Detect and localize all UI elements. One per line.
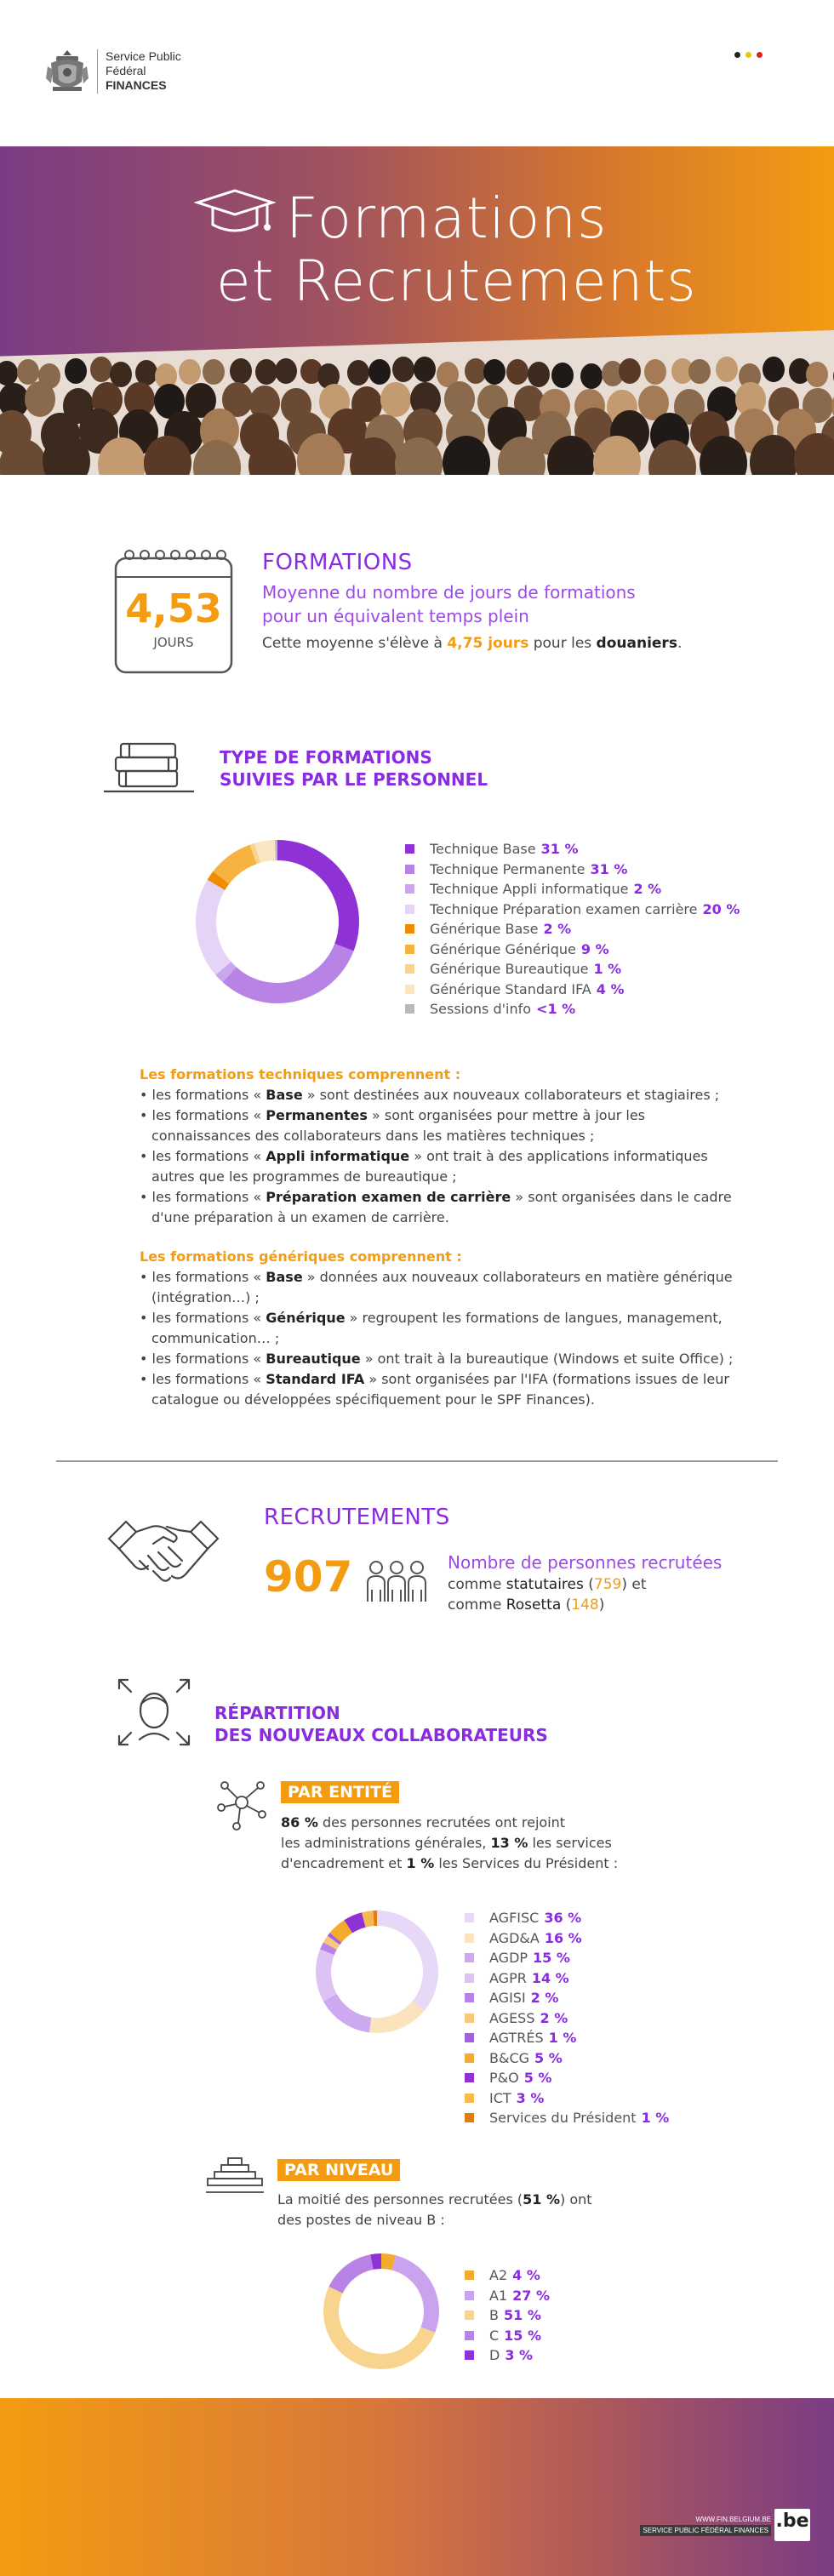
types-legend-generique-bureautique (405, 959, 740, 980)
handshake-icon (106, 1510, 221, 1603)
graduation-cap-icon (194, 187, 276, 243)
niveau-desc-line-1 (277, 2190, 592, 2210)
audience-head (347, 360, 369, 386)
legend-swatch (465, 2331, 474, 2340)
audience-head (483, 359, 506, 385)
niveau-legend-a1 (465, 2286, 550, 2306)
technical-intro: Les formations techniques comprennent : (140, 1066, 461, 1082)
generic-item-text: » regroupent les formations de langues, management, communication… ; (151, 1310, 723, 1346)
belgian-flag-dots (734, 52, 763, 58)
technical-item (140, 1105, 745, 1146)
footer-links (630, 2514, 771, 2536)
generic-item-text: les formations « (151, 1351, 266, 1367)
types-slice-technique-base (277, 840, 359, 951)
par-entite-tag: PAR ENTITÉ (281, 1781, 399, 1803)
audience-head (644, 359, 666, 385)
bullet-icon: • (140, 1148, 152, 1164)
audience-head (580, 363, 603, 389)
niveau-legend (465, 2265, 550, 2366)
formations-section (0, 536, 834, 689)
technical-list (140, 1085, 745, 1228)
footer-band (0, 2398, 834, 2576)
audience-head (203, 359, 225, 385)
audience-head (506, 359, 528, 385)
entite-legend-agtres (465, 2028, 669, 2048)
generic-item-text: les formations « (151, 1371, 266, 1387)
generic-list (140, 1267, 745, 1410)
entite-text-3: les services (528, 1835, 612, 1851)
header (0, 0, 834, 146)
types-legend-generique-base (405, 919, 740, 940)
bullet-icon: • (140, 1351, 152, 1367)
legend-swatch (465, 2053, 474, 2063)
audience-head (65, 358, 87, 384)
org-name (106, 49, 181, 93)
legend-label: B&CG (489, 2049, 530, 2066)
legend-swatch (465, 2350, 474, 2360)
types-legend-technique-base (405, 839, 740, 860)
generic-item (140, 1308, 745, 1349)
entite-text-4: d'encadrement et (281, 1855, 407, 1871)
audience-head (0, 439, 47, 475)
audience-head (179, 359, 201, 385)
legend-value: 51 % (503, 2307, 541, 2324)
legend-value: 2 % (543, 921, 572, 938)
statutaires-close: ) et (621, 1576, 647, 1593)
technical-item-text: » sont organisées dans le cadre d'une préparation à un examen de carrière. (151, 1189, 732, 1225)
legend-label: Technique Permanente (430, 860, 586, 877)
audience-head (25, 381, 55, 416)
types-slice-technique-preparation-examen-carriere (196, 880, 231, 975)
be-logo-text: .be (775, 2510, 809, 2532)
legend-swatch (405, 945, 414, 954)
recruits-description (448, 1551, 722, 1615)
header-divider (97, 49, 98, 94)
types-legend-technique-appli-informatique (405, 879, 740, 900)
legend-label: Générique Générique (430, 940, 576, 957)
repartition-heading (214, 1702, 548, 1746)
entite-desc-line-3 (281, 1853, 618, 1874)
audience-head (688, 359, 711, 385)
legend-swatch (465, 2270, 474, 2280)
legend-label: AGISI (489, 1990, 526, 2007)
legend-label: Générique Standard IFA (430, 980, 591, 997)
recruits-statutaires (448, 1574, 722, 1595)
legend-label: AGTRÉS (489, 2030, 544, 2047)
repartition-heading-line-2: DES NOUVEAUX COLLABORATEURS (214, 1725, 548, 1745)
legend-swatch (405, 924, 414, 934)
niveau-description (277, 2190, 592, 2230)
technical-item-keyword: Appli informatique (266, 1148, 410, 1164)
entite-pct-3: 1 % (406, 1855, 435, 1871)
audience-head (619, 358, 641, 384)
legend-swatch (465, 2310, 474, 2320)
calendar-value: 4,53 (125, 585, 222, 631)
calendar-unit: JOURS (153, 635, 194, 650)
audience-head (551, 363, 574, 388)
rosetta-value: 148 (571, 1596, 599, 1614)
entite-donut-chart (313, 1908, 441, 2036)
entite-text-2: les administrations générales, (281, 1835, 491, 1851)
legend-label: Générique Bureautique (430, 961, 589, 978)
legend-swatch (465, 2093, 474, 2103)
books-icon (100, 739, 197, 800)
technical-item-keyword: Préparation examen de carrière (266, 1189, 511, 1205)
niveau-slice-c (328, 2254, 373, 2293)
legend-value: 14 % (531, 1969, 569, 1986)
legend-swatch (465, 2013, 474, 2023)
types-legend-generique-standard-ifa (405, 980, 740, 1000)
audience-head (368, 359, 391, 385)
types-slice-technique-permanente (223, 944, 354, 1003)
legend-value: 5 % (534, 2049, 563, 2066)
legend-value: 27 % (512, 2287, 550, 2304)
niveau-text-2: ) ont (560, 2191, 592, 2208)
generic-item-keyword: Base (266, 1269, 303, 1285)
legend-value: 36 % (544, 1910, 582, 1927)
audience-head (528, 362, 550, 387)
bullet-icon: • (140, 1371, 152, 1387)
niveau-legend-b (465, 2305, 550, 2326)
training-descriptions (140, 1065, 745, 1410)
entite-legend-agfisc (465, 1908, 669, 1928)
technical-item (140, 1085, 745, 1105)
technical-item-text: » ont trait à des applications informatiques autres que les programmes de bureautique ; (151, 1148, 708, 1185)
legend-swatch (465, 1953, 474, 1962)
rosetta-label: Rosetta (506, 1596, 562, 1614)
niveau-pct: 51 % (523, 2191, 561, 2208)
legend-label: Sessions d'info (430, 1001, 532, 1018)
org-line-1: Service Public (106, 49, 181, 63)
generic-item-keyword: Générique (266, 1310, 346, 1326)
entite-legend (465, 1908, 669, 2128)
entite-pct-1: 86 % (281, 1814, 318, 1831)
legend-value: 15 % (533, 1950, 570, 1967)
entite-slice-agdp (323, 1994, 371, 2032)
note-end: . (677, 635, 683, 652)
org-line-2: Fédéral (106, 64, 146, 77)
technical-item-keyword: Permanentes (266, 1107, 368, 1123)
note-pre: Cette moyenne s'élève à (262, 635, 448, 652)
legend-value: 1 % (593, 961, 622, 978)
belgian-coat-of-arms-logo (44, 48, 90, 95)
audience-head (806, 362, 828, 387)
entite-pct-2: 13 % (490, 1835, 528, 1851)
generic-item-text: les formations « (151, 1310, 266, 1326)
statutaires-value: 759 (593, 1576, 622, 1593)
formations-subtitle (262, 580, 636, 628)
audience-head (414, 357, 436, 382)
flag-dot-black (734, 52, 740, 58)
entite-desc-line-1 (281, 1813, 618, 1833)
technical-item-text: » sont organisées pour mettre à jour les connaissances des collaborateurs dans les matières techniques ; (151, 1107, 645, 1144)
audience-head (275, 358, 297, 384)
legend-label: D (489, 2347, 500, 2364)
generic-item (140, 1369, 745, 1410)
entite-legend-services-du-president (465, 2108, 669, 2128)
niveau-donut-chart (322, 2252, 441, 2371)
generic-item-keyword: Bureautique (266, 1351, 361, 1367)
section-divider (56, 1460, 778, 1462)
legend-label: AGFISC (489, 1910, 540, 1927)
audience-head (380, 382, 411, 417)
legend-value: 9 % (580, 940, 609, 957)
legend-value: 2 % (540, 2009, 568, 2026)
audience-head (763, 357, 785, 382)
legend-swatch (405, 1004, 414, 1014)
formations-subtitle-line-1: Moyenne du nombre de jours de formations (262, 582, 636, 603)
niveau-legend-a2 (465, 2265, 550, 2286)
repartition-heading-line-1: RÉPARTITION (214, 1703, 340, 1723)
entite-legend-agpr (465, 1968, 669, 1989)
types-legend (405, 839, 740, 1020)
legend-swatch (405, 844, 414, 854)
legend-value: 4 % (512, 2267, 540, 2284)
legend-label: AGPR (489, 1969, 527, 1986)
generic-item (140, 1267, 745, 1308)
legend-label: Générique Base (430, 921, 539, 938)
niveau-legend-d (465, 2345, 550, 2366)
org-line-3: FINANCES (106, 78, 167, 92)
flag-dot-red (757, 52, 763, 58)
statutaires-pre: comme (448, 1576, 506, 1593)
recrutements-heading: RECRUTEMENTS (264, 1505, 450, 1530)
bullet-icon: • (140, 1107, 152, 1123)
note-who: douaniers (596, 635, 677, 652)
note-value: 4,75 jours (447, 635, 529, 652)
entite-legend-agess (465, 2008, 669, 2029)
entite-legend-agdp (465, 1948, 669, 1968)
par-niveau-tag: PAR NIVEAU (277, 2159, 400, 2181)
statutaires-open: ( (583, 1576, 594, 1593)
legend-swatch (405, 905, 414, 914)
legend-label: Technique Préparation examen carrière (430, 900, 698, 917)
entite-slice-agpr (316, 1949, 337, 2001)
legend-value: 31 % (590, 860, 628, 877)
legend-swatch (465, 1913, 474, 1922)
recruits-desc-line-1: Nombre de personnes recrutées (448, 1552, 723, 1573)
footer-org: SERVICE PUBLIC FÉDÉRAL FINANCES (640, 2525, 771, 2536)
entite-desc-line-2 (281, 1833, 618, 1853)
types-heading (220, 746, 488, 791)
legend-label: ICT (489, 2089, 511, 2106)
types-legend-technique-preparation-examen-carriere (405, 900, 740, 920)
legend-value: 4 % (596, 980, 625, 997)
legend-value: 3 % (505, 2347, 534, 2364)
legend-value: 3 % (516, 2089, 545, 2106)
legend-label: A1 (489, 2287, 508, 2304)
hero-title-line-2: et Recrutements (216, 248, 697, 314)
generic-item-text: les formations « (151, 1269, 266, 1285)
formations-subtitle-line-2: pour un équivalent temps plein (262, 606, 529, 626)
recruits-total: 907 (264, 1552, 353, 1602)
bullet-icon: • (140, 1189, 152, 1205)
types-heading-line-1: TYPE DE FORMATIONS (220, 747, 432, 768)
legend-swatch (465, 2291, 474, 2300)
people-group-icon (364, 1557, 429, 1608)
legend-value: 2 % (633, 881, 662, 898)
legend-label: AGESS (489, 2009, 535, 2026)
technical-item-text: les formations « (151, 1189, 266, 1205)
formations-note (262, 635, 682, 652)
rosetta-close: ) (598, 1596, 605, 1614)
person-focus-icon (116, 1676, 192, 1748)
legend-label: AGD&A (489, 1929, 540, 1946)
legend-value: 15 % (504, 2327, 542, 2344)
legend-value: 31 % (540, 841, 579, 858)
technical-item-text: » sont destinées aux nouveaux collaborateurs et stagiaires ; (302, 1087, 720, 1103)
flag-dot-yellow (745, 52, 751, 58)
entite-text-5: les Services du Président : (434, 1855, 619, 1871)
generic-item-text: » ont trait à la bureautique (Windows et suite Office) ; (360, 1351, 734, 1367)
bullet-icon: • (140, 1269, 152, 1285)
recruits-rosetta (448, 1595, 722, 1615)
generic-item (140, 1349, 745, 1369)
legend-value: 5 % (523, 2070, 552, 2087)
entite-slice-agfisc (377, 1911, 438, 2011)
entite-legend-agd-a (465, 1928, 669, 1949)
legend-swatch (405, 985, 414, 994)
entite-legend-ict (465, 2088, 669, 2109)
legend-swatch (405, 964, 414, 974)
legend-swatch (465, 2033, 474, 2042)
legend-label: Services du Président (489, 2110, 637, 2127)
generic-item-keyword: Standard IFA (266, 1371, 365, 1387)
legend-label: Technique Base (430, 841, 536, 858)
types-legend-sessions-d-info (405, 999, 740, 1020)
bullet-icon: • (140, 1310, 152, 1326)
bullet-icon: • (140, 1087, 152, 1103)
entite-legend-p-o (465, 2068, 669, 2088)
network-nodes-icon (216, 1777, 269, 1831)
legend-swatch (465, 1993, 474, 2002)
legend-label: C (489, 2327, 500, 2344)
audience-head (0, 361, 18, 386)
legend-swatch (465, 1973, 474, 1983)
entite-slice-agd-a (369, 2001, 425, 2033)
legend-value: 1 % (641, 2110, 670, 2127)
legend-swatch (465, 1933, 474, 1943)
types-heading-line-2: SUIVIES PAR LE PERSONNEL (220, 769, 488, 790)
legend-value: 16 % (544, 1929, 582, 1946)
niveau-slice-a1 (391, 2255, 439, 2333)
rosetta-open: ( (561, 1596, 572, 1614)
entite-text-1: des personnes recrutées ont rejoint (317, 1814, 566, 1831)
technical-item (140, 1146, 745, 1187)
hero-title-line-1: Formations (286, 186, 608, 251)
niveau-desc-line-2: des postes de niveau B : (277, 2212, 445, 2228)
podium-levels-icon (204, 2155, 266, 2196)
types-legend-technique-permanente (405, 860, 740, 880)
types-legend-generique-generique (405, 940, 740, 960)
legend-label: P&O (489, 2070, 519, 2087)
note-mid: pour les (528, 635, 597, 652)
legend-label: AGDP (489, 1950, 528, 1967)
legend-label: B (489, 2307, 499, 2324)
audience-head (90, 357, 112, 382)
entite-description (281, 1813, 618, 1874)
niveau-legend-c (465, 2326, 550, 2346)
technical-item-keyword: Base (266, 1087, 303, 1103)
legend-value: 2 % (530, 1990, 559, 2007)
technical-item (140, 1187, 745, 1228)
entite-legend-agisi (465, 1988, 669, 2008)
legend-label: A2 (489, 2267, 508, 2284)
statutaires-label: statutaires (506, 1576, 584, 1593)
legend-swatch (465, 2113, 474, 2122)
types-donut-chart (192, 832, 363, 1011)
niveau-slice-b (323, 2287, 435, 2369)
technical-item-text: les formations « (151, 1087, 266, 1103)
legend-value: <1 % (536, 1001, 576, 1018)
footer-url[interactable]: WWW.FIN.BELGIUM.BE (695, 2516, 771, 2523)
generic-item-text: » sont organisées par l'IFA (formations issues de leur catalogue ou développées spécifiquement pour le SPF Finances). (151, 1371, 729, 1408)
legend-swatch (465, 2073, 474, 2082)
legend-value: 1 % (548, 2030, 577, 2047)
technical-item-text: les formations « (151, 1148, 266, 1164)
audience-head (392, 357, 414, 382)
legend-swatch (405, 884, 414, 894)
formations-heading: FORMATIONS (262, 550, 413, 575)
legend-label: Technique Appli informatique (430, 881, 629, 898)
technical-item-text: les formations « (151, 1107, 266, 1123)
legend-swatch (405, 865, 414, 874)
entite-legend-b-cg (465, 2048, 669, 2069)
audience-head (716, 357, 738, 382)
generic-intro: Les formations génériques comprennent : (140, 1248, 462, 1265)
generic-item-text: » données aux nouveaux collaborateurs en matière générique (intégration…) ; (151, 1269, 733, 1305)
legend-value: 20 % (702, 900, 740, 917)
niveau-text-1: La moitié des personnes recrutées ( (277, 2191, 523, 2208)
audience-head (230, 358, 252, 384)
rosetta-pre: comme (448, 1596, 506, 1614)
